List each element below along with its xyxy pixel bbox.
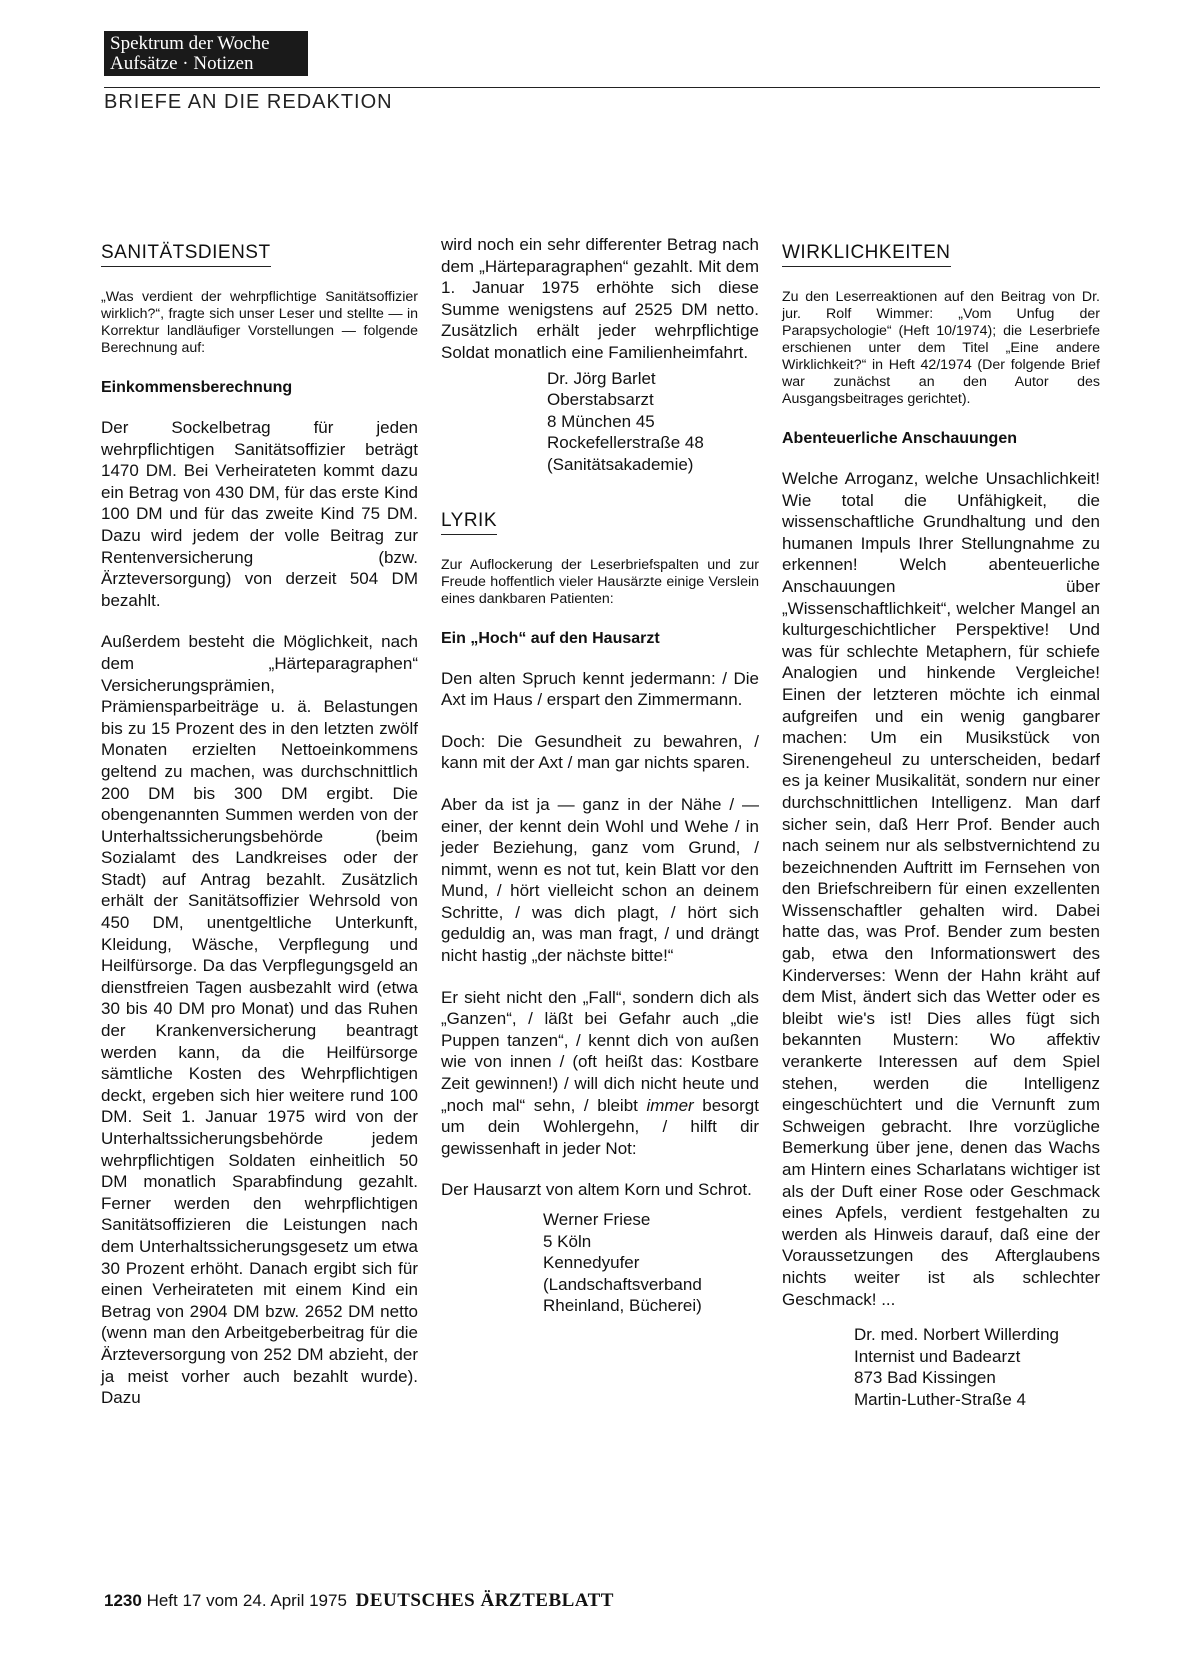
article-title-lyrik: LYRIK (441, 510, 497, 535)
column-3 (782, 242, 1100, 1411)
department-badge (104, 31, 308, 76)
article-intro: „Was verdient der wehrpflichtige Sanitätsoffizier wirklich?“, fragte sich unser Leser und stellte — in Korrektur landläufiger Vorstellungen — folgende Berechnung auf: (101, 289, 418, 356)
page-number: 1230 (104, 1591, 142, 1610)
signature-line: 873 Bad Kissingen (854, 1368, 996, 1388)
signature-line: Rockefellerstraße 48 (547, 433, 704, 453)
column-1 (101, 242, 418, 1409)
article-title-sanitaetsdienst: SANITÄTSDIENST (101, 242, 271, 267)
subheading: Ein „Hoch“ auf den Hausarzt (441, 629, 660, 647)
subheading: Einkommensberechnung (101, 379, 293, 396)
paragraph: Der Sockelbetrag für jeden wehrpflichtigen Sanitätsoffizier beträgt 1470 DM. Bei Verheirateten kommt dazu ein Betrag von 430 DM, für das erste Kind 100 DM und für das zweite Kind 75 DM. Dazu wird jedem der volle Beitrag zur Rentenversicherung (bzw. Ärzteversorgung) von derzeit 504 DM bezahlt. (101, 418, 418, 610)
signature-line: 5 Köln (543, 1231, 592, 1251)
signature-line: Oberstabsarzt (547, 390, 654, 410)
paragraph: Welche Arroganz, welche Unsachlichkeit! Wie total die Unfähigkeit, die wissenschaftliche Grundhaltung und den humanen Impuls Ihrer Stellungnahme zu erkennen! Welch abenteuerliche Anschauungen über „Wissenschaftlichkeit“, welcher Mangel an kulturgeschichtlicher Perspektive! Und was für schlechte Metaphern, für schiefe Analogien und hinkende Vergleiche! Einen der letzteren möchte ich einmal aufgreifen und ein wenig gangbarer machen: Um ein Musikstück von Sirenengeheul zu unterscheiden, bedarf es ja keiner Musikalität, sondern nur einer durchschnittlichen Intelligenz. Man darf sicher sein, daß Herr Prof. Bender auch nach seinem nur als selbstvernichtend zu bezeichnenden Auftritt im Fernsehen von den Briefschreibern für einen exzellenten Wissenschaftler gehalten wird. Dabei hatte das, was Prof. Bender zum besten gab, etwa den Informationswert des Kinderverses: Wenn der Hahn kräht auf dem Mist, ändert sich das Wetter oder es bleibt wie's ist! Dies alles fügt sich bekannten Mustern: Wo affektiv verankerte Interessen auf dem Spiel stehen, werden die Intelligenz eingeschüchtert und die Vernunft zum Schweigen gebracht. Ihre vorzügliche Bemerkung über jene, denen das Wachs am Hintern eines Scharlatans wichtiger ist als der Duft einer Rose oder Geschmack eines Apfels, verdient festgehalten zu werden als Hinweis darauf, daß eine der Voraussetzungen des Afterglaubens nichts weiter ist als schlechter Geschmack! ... (782, 469, 1100, 1309)
section-title: BRIEFE AN DIE REDAKTION (104, 91, 393, 113)
signature-line: Internist und Badearzt (854, 1346, 1021, 1366)
signature-line: Martin-Luther-Straße 4 (854, 1389, 1026, 1409)
signature-line: (Landschaftsverband (543, 1274, 702, 1294)
badge-line-2: Aufsätze · Notizen (110, 53, 254, 74)
verse: Den alten Spruch kennt jedermann: / Die Axt im Haus / erspart den Zimmermann. (441, 668, 759, 710)
verse: Doch: Die Gesundheit zu bewahren, / kann mit der Axt / man gar nichts sparen. (441, 731, 759, 773)
article-title-wirklichkeiten: WIRKLICHKEITEN (782, 242, 951, 267)
verse: Aber da ist ja — ganz in der Nähe / — einer, der kennt dein Wohl und Wehe / in jeder Beziehung, ganz vom Grund, / nimmt, wenn es not tut, kein Blatt vor den Mund, / hört vielleicht schon an deinem Schritte, / was dich plagt, / hört sich geduldig an, was man fragt, / und drängt nicht hastig „der nächste bitte!“ (441, 794, 759, 966)
signature-willerding (854, 1324, 1100, 1410)
signature-line: Dr. med. Norbert Willerding (854, 1325, 1060, 1345)
article-intro: Zu den Leserreaktionen auf den Beitrag von Dr. jur. Rolf Wimmer: „Vom Unfug der Parapsychologie“ (Heft 10/1974); die Leserbriefe erschienen unter dem Titel „Eine andere Wirklichkeit?“ in Heft 42/1974 (Der folgende Brief war zunächst an den Autor des Ausgangsbeitrages gerichtet). (782, 289, 1100, 407)
subheading: Abenteuerliche Anschauungen (782, 430, 1017, 447)
page-footer (104, 1590, 614, 1612)
column-2 (441, 234, 759, 1317)
verse: Er sieht nicht den „Fall“, sondern dich als „Ganzen“, / läßt bei Gefahr auch „die Puppen tanzen“, / kennt dich von außen wie von innen / (oft heißt das: Kostbare Zeit gewinnen!) / will dich nicht heute und „noch mal“ sehn, / bleibt immer besorgt um dein Wohlergehn, / hilft dir gewissenhaft in jeder Not: (441, 987, 759, 1158)
signature-line: (Sanitätsakademie) (547, 454, 694, 474)
signature-line: Rheinland, Bücherei) (543, 1296, 702, 1316)
paragraph-continued: wird noch ein sehr differenter Betrag nach dem „Härteparagraphen“ gezahlt. Mit dem 1. Januar 1975 erhöhte sich diese Summe wenigstens auf 2525 DM netto. Zusätzlich erhält jeder wehrpflichtige Soldat monatlich eine Familienheimfahrt. (441, 235, 759, 362)
signature-line: Dr. Jörg Barlet (547, 368, 656, 388)
paragraph: Außerdem besteht die Möglichkeit, nach dem „Härteparagraphen“ Versicherungsprämien, Prämiensparbeiträge u. ä. Belastungen bis zu 15 Prozent des in den letzten zwölf Monaten erzielten Nettoeinkommens geltend zu machen, was durchschnittlich 200 DM bis 300 DM ergibt. Die obengenannten Summen werden von der Unterhaltssicherungsbehörde (beim Sozialamt des Landkreises oder der Stadt) auf Antrag bezahlt. Zusätzlich erhält der Sanitätsoffizier Wehrsold von 450 DM, unentgeltliche Unterkunft, Kleidung, Wäsche, Verpflegung und Heilfürsorge. Da das Verpflegungsgeld an dienstfreien Tagen ausbezahlt wird (etwa 30 bis 40 DM pro Monat) und das Ruhen der Krankenversicherung beantragt werden kann, da die Heilfürsorge sämtliche Kosten des Wehrpflichtigen deckt, ergeben sich hier weitere rund 100 DM. Seit 1. Januar 1975 wird von der Unterhaltssicherungsbehörde jedem wehrpflichtigen Soldaten einheitlich 50 DM monatlich Sparabfindung gezahlt. Ferner werden den wehrpflichtigen Sanitätsoffizieren die Leistungen nach dem Unterhaltssicherungsgesetz um etwa 30 Prozent erhöht. Danach ergibt sich für einen Verheirateten mit einem Kind ein Betrag von 2904 DM bzw. 2652 DM netto (wenn man den Arbeitgeberbeitrag für die Ärzteversorgung von 252 DM abzieht, der ja meist vorher auch bezahlt wurde). Dazu (101, 632, 418, 1408)
journal-name: DEUTSCHES ÄRZTEBLATT (355, 1590, 614, 1611)
signature-barlet (547, 368, 759, 476)
signature-line: 8 München 45 (547, 411, 655, 431)
signature-line: Werner Friese (543, 1210, 651, 1229)
badge-line-1: Spektrum der Woche (110, 33, 270, 54)
signature-line: Kennedyufer (543, 1253, 640, 1273)
issue-info: Heft 17 vom 24. April 1975 (146, 1591, 347, 1610)
signature-friese (543, 1209, 759, 1317)
article-intro: Zur Auflockerung der Leserbriefspalten und zur Freude hoffentlich vieler Hausärzte einige Verslein eines dankbaren Patienten: (441, 556, 759, 607)
header-rule (104, 87, 1100, 88)
verse: Der Hausarzt von altem Korn und Schrot. (441, 1180, 752, 1200)
